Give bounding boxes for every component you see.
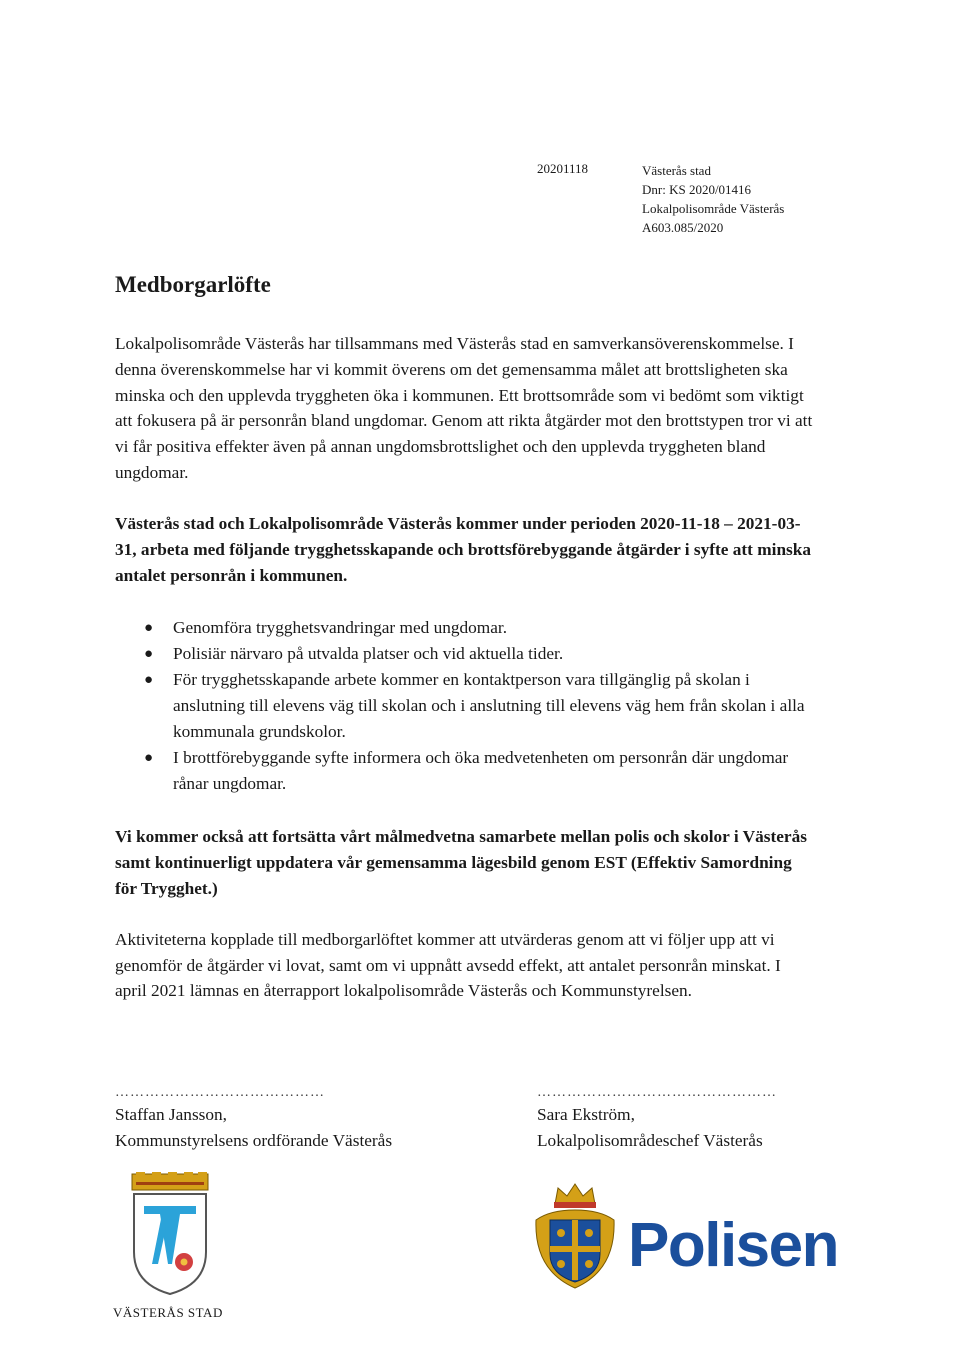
cooperation-paragraph: Vi kommer också att fortsätta vårt målmedvetna samarbete mellan polis och skolor i Västerås samt kontinuerligt uppdatera vår gemensamma lägesbild genom EST (Effektiv Samordning för Trygghet.) (115, 827, 807, 898)
evaluation-paragraph: Aktiviteterna kopplade till medborgarlöftet kommer att utvärderas genom att vi följer upp att vi genomför de åtgärder vi lovat, samt om vi uppnått avsedd effekt, att antalet personrån minskat. I april 2021 lämnas en återrapport lokalpolisområde Västerås och Kommunstyrelsen. (115, 930, 781, 1001)
list-item-text: Polisiär närvaro på utvalda platser och vid aktuella tider. (173, 644, 564, 663)
meta-line: Västerås stad (642, 163, 711, 178)
signer-role: Kommunstyrelsens ordförande Västerås (115, 1131, 393, 1150)
list-item-text: För trygghetsskapande arbete kommer en kontaktperson vara tillgänglig på skolan i anslutning till elevens väg till skolan och i anslutning till elevens väg hem från skolan i alla kommunala grundskolor. (173, 670, 805, 741)
signer-name: Staffan Jansson, (115, 1105, 227, 1124)
police-wordmark: Polisen (628, 1211, 839, 1280)
bullet-icon: ● (144, 750, 154, 766)
measures-list (115, 615, 815, 797)
signature-line: …………………………………… (115, 1085, 325, 1100)
bullet-icon: ● (144, 646, 154, 662)
signature-right (537, 1084, 777, 1154)
page-title: Medborgarlöfte (115, 272, 271, 297)
document-date: 20201118 (537, 161, 589, 176)
vasteras-coat-of-arms-icon (115, 1172, 225, 1296)
bullet-icon: ● (144, 672, 154, 688)
bullet-icon: ● (144, 620, 154, 636)
police-emblem-icon (530, 1180, 620, 1292)
signature-line: ………………………………………… (537, 1085, 777, 1100)
list-item (115, 745, 815, 797)
signature-left (115, 1084, 392, 1154)
signer-role: Lokalpolisområdeschef Västerås (537, 1131, 763, 1150)
meta-line: Lokalpolisområde Västerås (642, 201, 785, 216)
list-item (115, 667, 815, 745)
meta-line: Dnr: KS 2020/01416 (642, 182, 752, 197)
commitment-paragraph: Västerås stad och Lokalpolisområde Västerås kommer under perioden 2020-11-18 – 2021-03-31, arbeta med följande trygghetsskapande och brottsförebyggande åtgärder i syfte att minska antalet personrån i kommunen. (115, 514, 812, 585)
list-item (115, 615, 815, 641)
meta-line: A603.085/2020 (642, 220, 724, 235)
list-item-text: I brottförebyggande syfte informera och öka medvetenheten om personrån där ungdomar rånar ungdomar. (173, 748, 789, 793)
document-meta (642, 161, 784, 237)
city-name: VÄSTERÅS STAD (113, 1305, 223, 1320)
list-item (115, 641, 815, 667)
list-item-text: Genomföra trygghetsvandringar med ungdomar. (173, 618, 508, 637)
intro-paragraph: Lokalpolisområde Västerås har tillsammans med Västerås stad en samverkansöverenskommelse. I denna överenskommelse har vi kommit överens om det gemensamma målet att brottsligheten ska minska och den upplevda tryggheten öka i kommunen. Ett brottsområde som vi bedömt som viktigt att fokusera på är personrån bland ungdomar. Genom att rikta åtgärder mot den brottstypen tror vi att vi får positiva effekter även på annan ungdomsbrottslighet och den upplevda tryggheten bland ungdomar. (115, 334, 813, 482)
signer-name: Sara Ekström, (537, 1105, 635, 1124)
